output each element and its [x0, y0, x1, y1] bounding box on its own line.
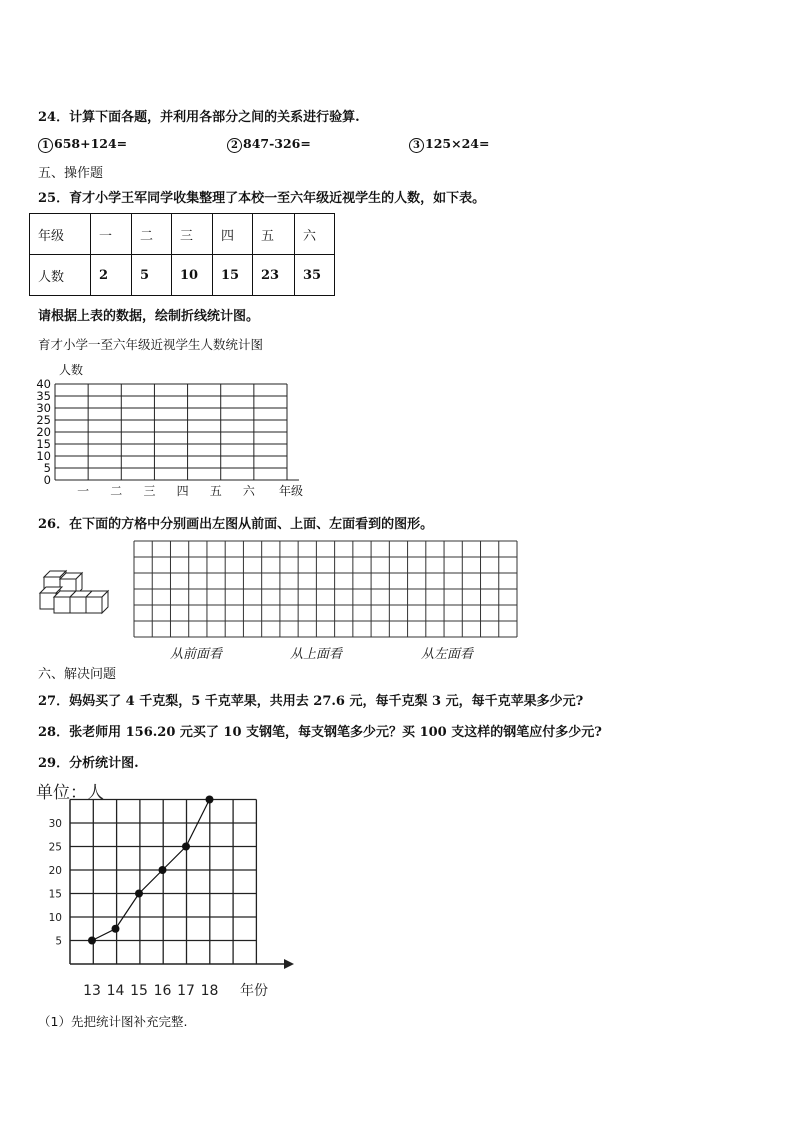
x-tick-label: 二 — [110, 484, 123, 498]
data-point — [182, 843, 190, 851]
q24-expr-2: 847-326= — [243, 136, 311, 151]
y-tick-label: 20 — [36, 425, 51, 439]
drawing-grid[interactable] — [130, 535, 522, 643]
circled-number: 3 — [409, 138, 424, 153]
y-axis-title: 人数 — [59, 363, 84, 377]
x-axis-arrow — [284, 959, 294, 969]
view-label-top: 从上面看 — [290, 647, 343, 662]
x-tick-label: 16 — [153, 983, 172, 999]
table-cell-grade: 六 — [295, 214, 335, 255]
q29-sub1: （1）先把统计图补充完整. — [38, 1014, 188, 1029]
y-tick-label: 5 — [43, 461, 51, 475]
chart1-title: 育才小学一至六年级近视学生人数统计图 — [38, 337, 264, 352]
view-label-front: 从前面看 — [170, 647, 223, 662]
x-tick-label: 五 — [209, 484, 222, 498]
table-cell-grade: 二 — [132, 214, 172, 255]
section-heading-5: 五、操作题 — [38, 166, 104, 181]
y-tick-label: 40 — [36, 377, 51, 391]
y-tick-label: 5 — [55, 935, 62, 948]
blank-line-chart-grid — [30, 356, 320, 504]
x-tick-label: 14 — [106, 983, 125, 999]
table-cell-grade: 三 — [172, 214, 213, 255]
view-label-left: 从左面看 — [421, 647, 474, 662]
y-axis-title: 单位：人 — [36, 783, 104, 803]
x-tick-label: 三 — [143, 484, 156, 498]
table-header-cell: 人数 — [30, 255, 91, 296]
table-cell-grade: 四 — [213, 214, 253, 255]
y-tick-label: 10 — [36, 449, 51, 463]
x-tick-label: 六 — [242, 484, 255, 498]
table-cell-count: 2 — [91, 255, 132, 296]
section-heading-6: 六、解决问题 — [38, 667, 117, 682]
y-tick-label: 30 — [36, 401, 51, 415]
q24-item-1 — [38, 136, 127, 153]
y-tick-label: 30 — [48, 818, 62, 830]
x-tick-label: 15 — [130, 983, 148, 999]
q25-text: 25．育才小学王军同学收集整理了本校一至六年级近视学生的人数，如下表。 — [38, 191, 486, 206]
x-tick-label: 13 — [83, 983, 101, 999]
y-tick-label: 0 — [43, 473, 51, 487]
q24-item-2 — [227, 136, 311, 153]
table-row-counts — [30, 255, 335, 296]
table-cell-count: 10 — [172, 255, 213, 296]
y-tick-label: 35 — [36, 389, 51, 403]
y-tick-label: 25 — [36, 413, 51, 427]
cube-stack-figure — [36, 563, 112, 619]
table-cell-count: 5 — [132, 255, 172, 296]
table-cell-count: 35 — [295, 255, 335, 296]
table-cell-grade: 五 — [253, 214, 295, 255]
q29-text: 29．分析统计图. — [38, 756, 139, 771]
data-point — [206, 796, 214, 804]
y-tick-label: 15 — [48, 888, 62, 901]
circled-number: 1 — [38, 138, 53, 153]
y-tick-label: 10 — [48, 912, 62, 924]
q28-text: 28．张老师用 156.20 元买了 10 支钢笔，每支钢笔多少元？买 100 支这样的钢笔应付多少元? — [38, 725, 602, 740]
q24-expr-1: 658+124= — [54, 136, 128, 151]
circled-number: 2 — [227, 138, 242, 153]
x-axis-title: 年份 — [240, 983, 268, 999]
x-tick-label: 18 — [200, 983, 219, 999]
table-row-grades — [30, 214, 335, 255]
data-point — [135, 890, 143, 898]
y-tick-label: 25 — [48, 841, 62, 854]
q27-text: 27．妈妈买了 4 千克梨，5 千克苹果，共用去 27.6 元，每千克梨 3 元，每千克苹果多少元? — [38, 694, 584, 709]
myopia-data-table — [29, 213, 335, 296]
x-tick-label: 17 — [177, 983, 195, 999]
x-tick-label: 一 — [77, 484, 90, 498]
q24-expr-3: 125×24= — [425, 136, 490, 151]
table-header-cell: 年级 — [30, 214, 91, 255]
line-chart-by-year — [30, 778, 320, 1008]
q24-text: 24．计算下面各题，并利用各部分之间的关系进行验算. — [38, 110, 360, 125]
y-tick-label: 15 — [36, 437, 51, 451]
x-tick-label: 四 — [176, 484, 189, 498]
table-cell-grade: 一 — [91, 214, 132, 255]
table-cell-count: 15 — [213, 255, 253, 296]
data-point — [88, 937, 96, 945]
q24-item-3 — [409, 136, 489, 153]
data-point — [112, 925, 120, 933]
q25-instruction: 请根据上表的数据，绘制折线统计图。 — [38, 309, 260, 324]
q26-text: 26．在下面的方格中分别画出左图从前面、上面、左面看到的图形。 — [38, 517, 434, 532]
y-tick-label: 20 — [48, 865, 62, 877]
x-axis-title: 年级 — [278, 484, 304, 498]
data-point — [159, 866, 167, 874]
table-cell-count: 23 — [253, 255, 295, 296]
